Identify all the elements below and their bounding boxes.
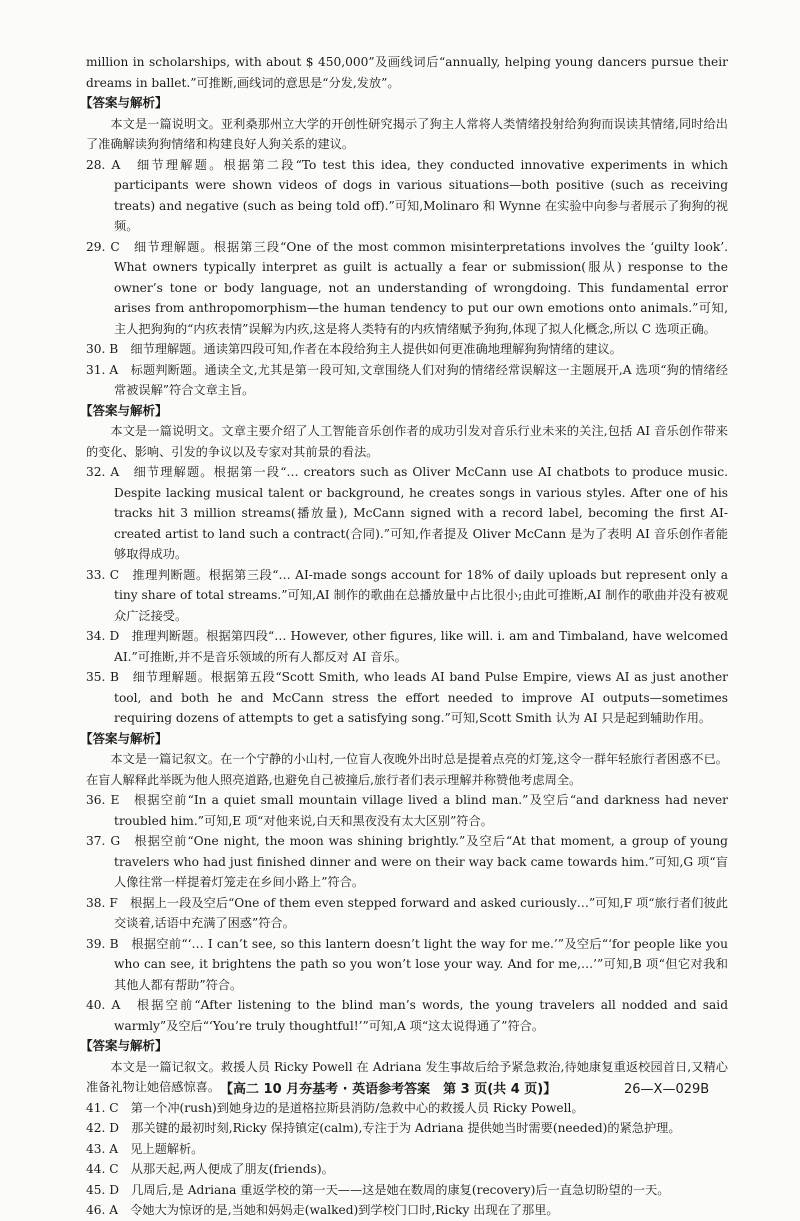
section-heading: 【答案与解析】 <box>80 402 168 418</box>
footer-code: 26—X—029B <box>624 1082 710 1097</box>
passage-summary: 本文是一篇说明文。文章主要介绍了人工智能音乐创作者的成功引发对音乐行业未来的关注,包括 AI 音乐创作带来的变化、影响、引发的争议以及专家对其前景的看法。 <box>86 424 728 459</box>
footer-title: 【高二 10 月夯基考 · 英语参考答案 第 3 页(共 4 页)】 <box>220 1082 557 1097</box>
answer-item: 39. B 根据空前“‘… I can’t see, so this lantern doesn’t light the way for me.’”及空后“‘for people like you who can see, it brightens the path so you won’t lose your way. And for me,…’”可知,B 项“但它对我和其他人都有帮助”符合。 <box>86 936 728 992</box>
answer-item: 41. C 第一个冲(rush)到她身边的是道格拉斯县消防/急救中心的救援人员 Ricky Powell。 <box>86 1100 584 1115</box>
answer-item: 44. C 从那天起,两人便成了朋友(friends)。 <box>86 1162 334 1176</box>
answer-item: 40. A 根据空前“After listening to the blind man’s words, the young travelers all nodded and said warmly”及空后“‘You’re truly thoughtful!’”可知,A 项“这太说得通了”符合。 <box>86 998 728 1033</box>
answer-item: 38. F 根据上一段及空后“One of them even stepped forward and asked curiously…”可知,F 项“旅行者们彼此交谈着,话语中充满了困惑”符合。 <box>86 895 728 930</box>
passage-summary: 本文是一篇记叙文。救援人员 Ricky Powell 在 Adriana 发生事故后给予紧急救治,待她康复重返校园首日,又精心准备礼物让她倍感惊喜。 <box>86 1059 728 1094</box>
answer-item: 43. A 见上题解析。 <box>86 1141 204 1156</box>
answer-item: 31. A 标题判断题。通读全文,尤其是第一段可知,文章围绕人们对狗的情绪经常误解这一主题展开,A 选项“狗的情绪经常被误解”符合文章主旨。 <box>86 362 728 397</box>
section-heading: 【答案与解析】 <box>80 1038 168 1053</box>
passage-summary: 本文是一篇说明文。亚利桑那州立大学的开创性研究揭示了狗主人常将人类情绪投射给狗狗而误读其情绪,同时给出了准确解读狗狗情绪和构建良好人狗关系的建议。 <box>86 116 728 151</box>
answer-item: 46. A 令她大为惊讶的是,当她和妈妈走(walked)到学校门口时,Ricky 出现在了那里。 <box>86 1203 559 1217</box>
answer-item: 29. C 细节理解题。根据第三段“One of the most common misinterpretations involves the ‘guilty look’. What owners typically interpret as guilt is actually a fear or submission(服从) response to the owner’s tone or body language, not an understanding of wrongdoing. This fundamental error arises from anthropomorphism—the human tendency to put our own emotions onto animals.”可知,主人把狗狗的“内疚表情”误解为内疚,这是将人类特有的内疚情绪赋予狗狗,体现了拟人化概念,所以 C 选项正确。 <box>86 239 728 336</box>
passage-summary: 本文是一篇记叙文。在一个宁静的小山村,一位盲人夜晚外出时总是提着点亮的灯笼,这令一群年轻旅行者困惑不已。在盲人解释此举既为他人照亮道路,也避免自己被撞后,旅行者们表示理解并称赞他考虑周全。 <box>86 752 728 787</box>
answer-item: 34. D 推理判断题。根据第四段“… However, other figures, like will. i. am and Timbaland, have welcomed AI.”可推断,并不是音乐领域的所有人都反对 AI 音乐。 <box>86 629 728 664</box>
answer-item: 42. D 那关键的最初时刻,Ricky 保持镇定(calm),专注于为 Adriana 提供她当时需要(needed)的紧急护理。 <box>86 1121 681 1135</box>
answer-item: 45. D 几周后,是 Adriana 重返学校的第一天——这是她在数周的康复(recovery)后一直急切盼望的一天。 <box>86 1182 670 1197</box>
continued-text: million in scholarships, with about $ 450,000”及画线词后“annually, helping young dancers pursue their dreams in ballet.”可推断,画线词的意思是“分发,发放”。 <box>86 55 728 90</box>
answer-content <box>80 52 728 1221</box>
answer-item: 28. A 细节理解题。根据第二段“To test this idea, they conducted innovative experiments in which participants were shown videos of dogs in various situations—both positive (such as receiving treats) and negative (such as being told off).”可知,Molinaro 和 Wynne 在实验中向参与者展示了狗狗的视频。 <box>86 157 728 233</box>
answer-item: 36. E 根据空前“In a quiet small mountain village lived a blind man.”及空后“and darkness had never troubled him.”可知,E 项“对他来说,白天和黑夜没有太大区别”符合。 <box>86 793 728 828</box>
answer-item: 35. B 细节理解题。根据第五段“Scott Smith, who leads AI band Pulse Empire, views AI as just another tool, and both he and McCann stress the effort needed to improve AI outputs—sometimes requiring dozens of attempts to get a satisfying song.”可知,Scott Smith 认为 AI 只是起到辅助作用。 <box>86 670 728 725</box>
section-heading: 【答案与解析】 <box>80 730 168 746</box>
answer-item: 32. A 细节理解题。根据第一段“… creators such as Oliver McCann use AI chatbots to produce music. Despite lacking musical talent or background, he creates songs in various styles. After one of his tracks hit 3 million streams(播放量), McCann signed with a record label, becoming the first AI-created artist to land such a contract(合同).”可知,作者提及 Oliver McCann 是为了表明 AI 音乐创作者能够取得成功。 <box>86 465 728 561</box>
section-heading: 【答案与解析】 <box>80 95 168 110</box>
answer-item: 30. B 细节理解题。通读第四段可知,作者在本段给狗主人提供如何更准确地理解狗狗情绪的建议。 <box>86 342 622 356</box>
answer-item: 37. G 根据空前“One night, the moon was shining brightly.”及空后“At that moment, a group of young travelers who had just finished dinner and were on their way back came towards him.”可知,G 项“盲人像往常一样提着灯笼走在乡间小路上”符合。 <box>86 834 728 889</box>
answer-item: 33. C 推理判断题。根据第三段“… AI-made songs account for 18% of daily uploads but represent only a tiny share of total streams.”可知,AI 制作的歌曲在总播放量中占比很小;由此可推断,AI 制作的歌曲并没有被观众广泛接受。 <box>86 567 728 623</box>
